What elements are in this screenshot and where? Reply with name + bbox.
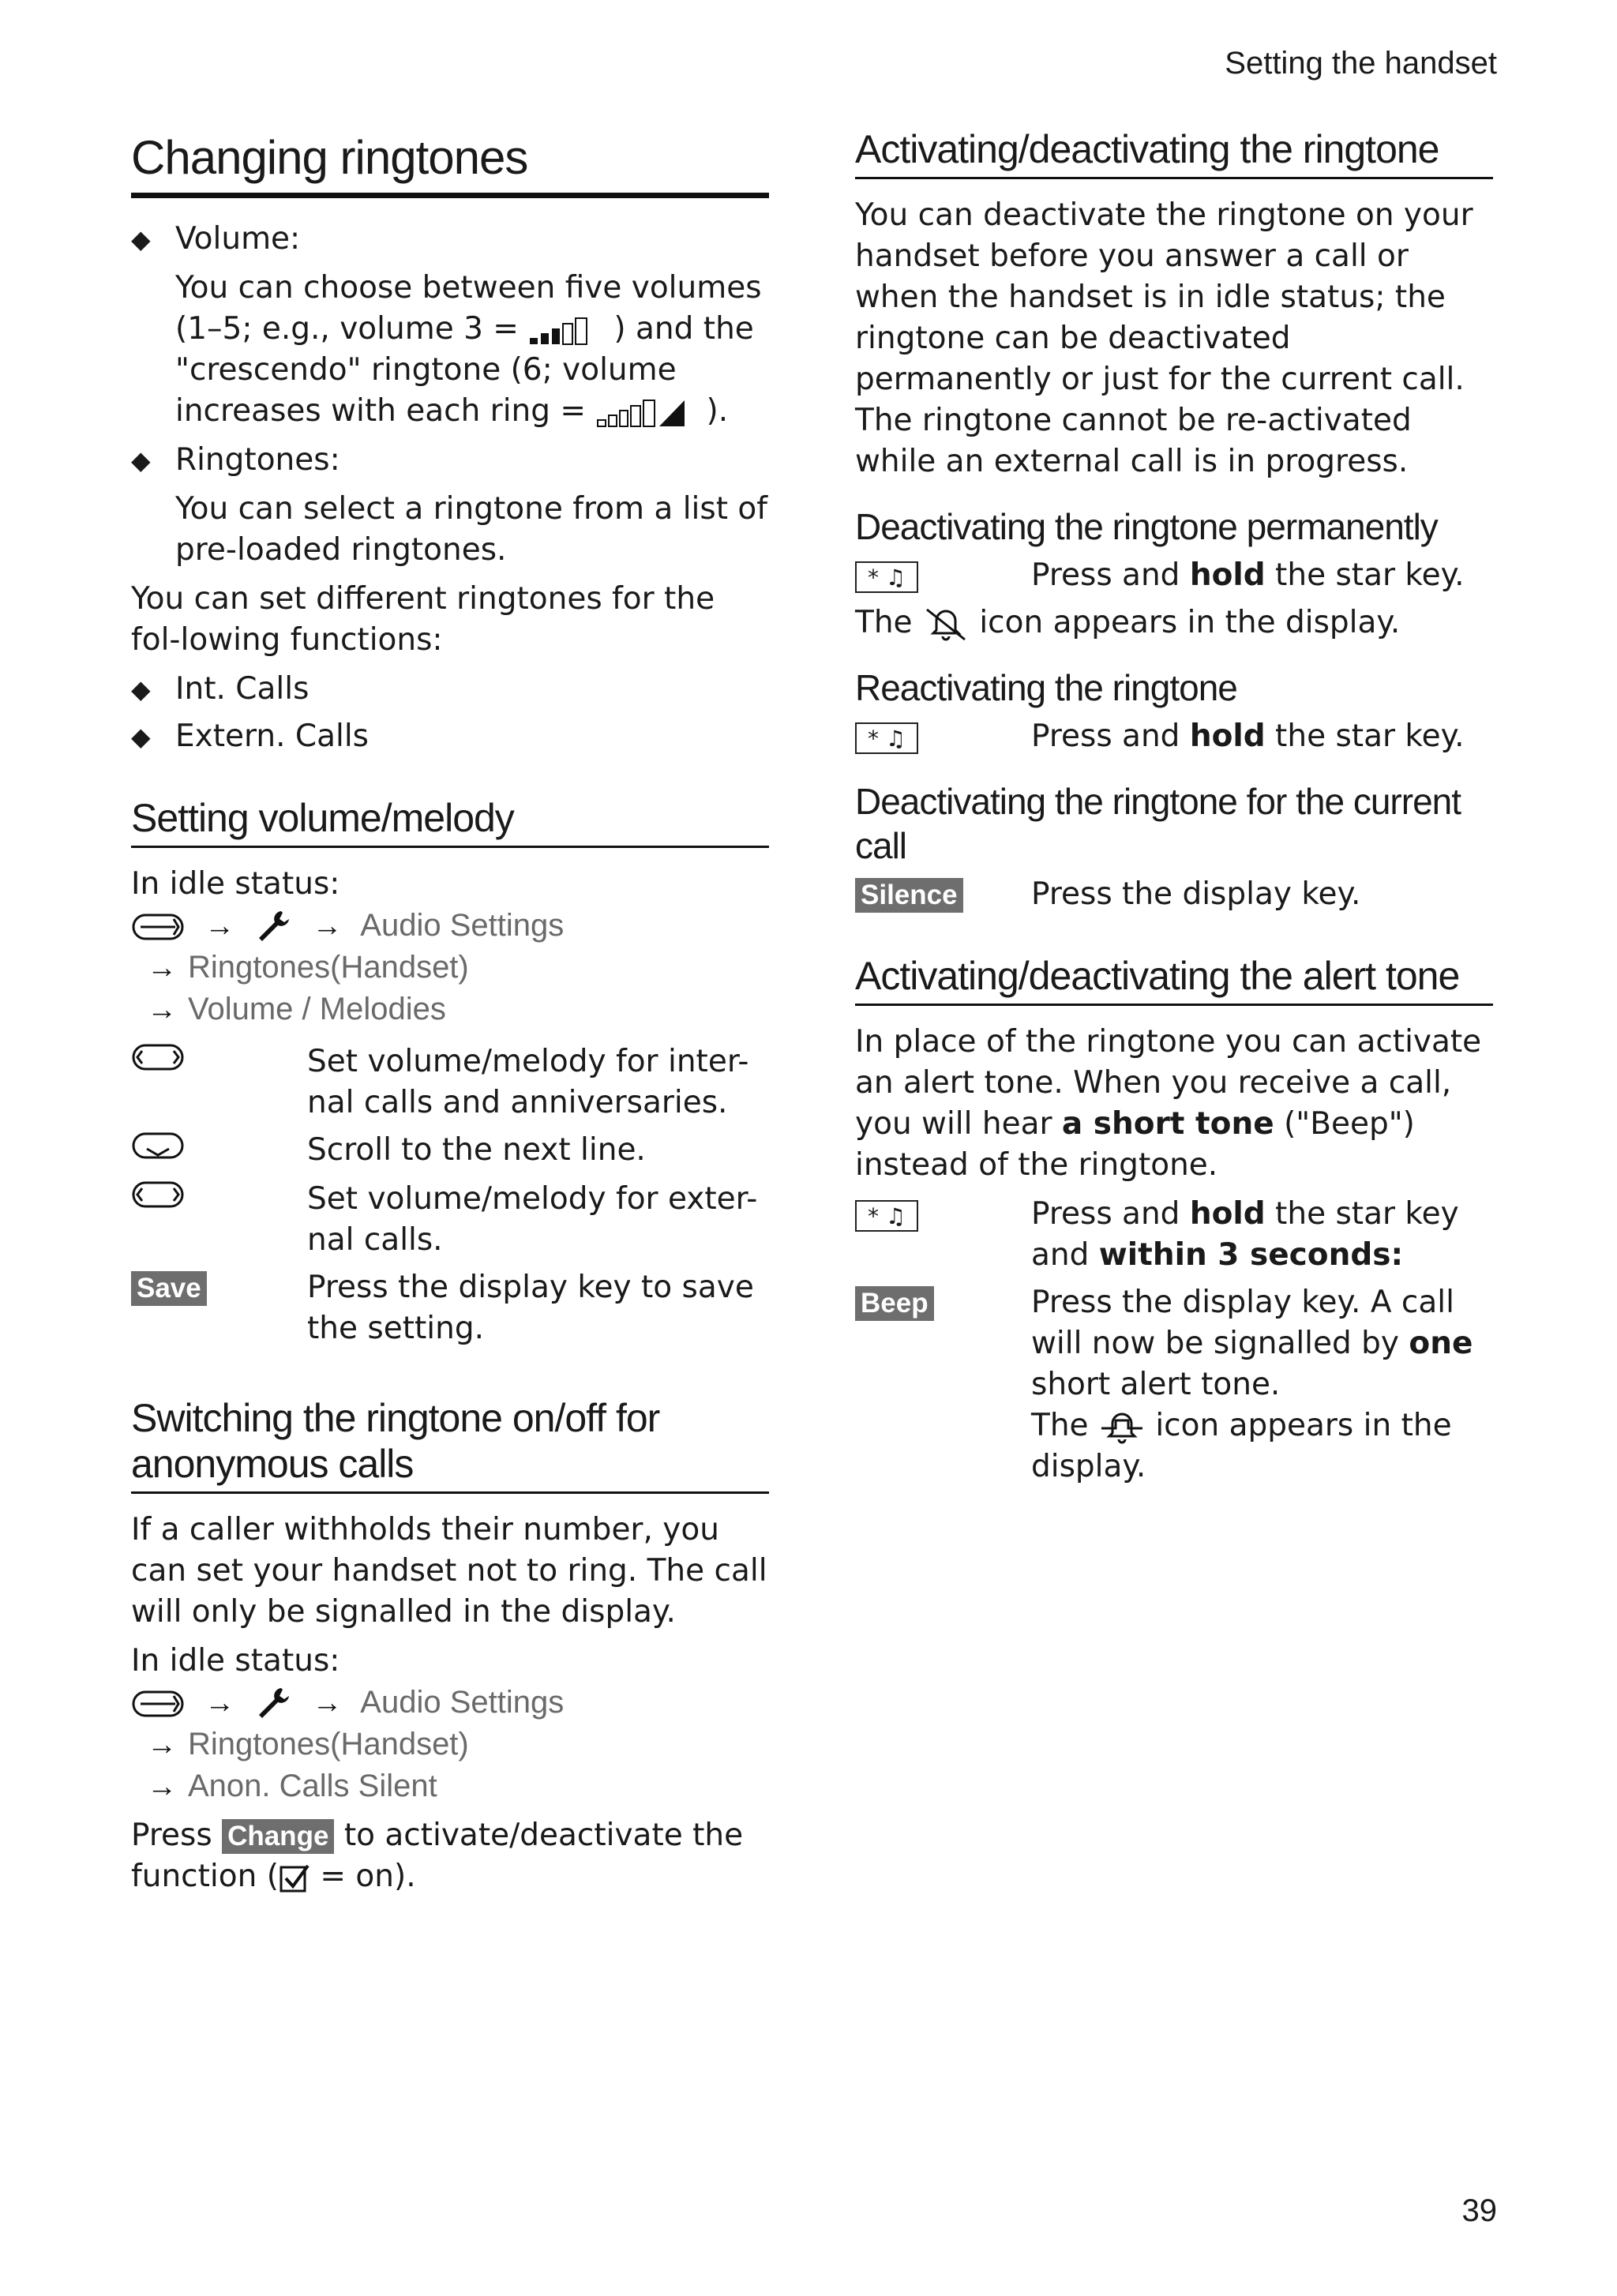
silence-softkey[interactable]: Silence	[855, 878, 963, 913]
menu-path-volume	[131, 905, 769, 947]
right-column	[855, 126, 1493, 1494]
instruction-text: Set volume/melody for exter-nal calls.	[307, 1181, 758, 1258]
instruction-text: Press the display key to save the setting.	[307, 1270, 754, 1346]
ringtones-description: You can select a ringtone from a list of pre-loaded ringtones.	[175, 491, 767, 568]
function-label: Extern. Calls	[175, 718, 369, 754]
change-text-end: = on).	[310, 1859, 416, 1894]
press-text: Press	[131, 1818, 212, 1853]
volume-description	[131, 268, 769, 432]
arrow-icon: →	[147, 993, 177, 1026]
instruction-row	[855, 1282, 1493, 1488]
list-item-volume	[131, 219, 769, 260]
diamond-bullet-icon: ◆	[131, 445, 151, 475]
menu-path-anonymous	[131, 1682, 769, 1724]
star-key-icon[interactable]: * ♫	[855, 1200, 918, 1232]
diamond-bullet-icon: ◆	[131, 722, 151, 752]
section-heading-activate: Activating/deactivating the ringtone	[855, 126, 1493, 179]
arrow-icon: →	[147, 1770, 177, 1803]
volume-text-c: ).	[706, 393, 729, 429]
nav-key-icon	[131, 1688, 185, 1720]
instruction-text: Press and hold the star key.	[1031, 718, 1465, 754]
menu-path-line	[131, 947, 769, 989]
instruction-row	[855, 1194, 1493, 1276]
page-title: Changing ringtones	[131, 126, 769, 198]
instruction-text: Set volume/melody for inter-nal calls and anniversaries.	[307, 1044, 749, 1120]
menu-item[interactable]: Audio Settings	[360, 908, 565, 943]
page-number: 39	[1461, 2193, 1497, 2228]
anonymous-description: If a caller withholds their number, you can set your handset not to ring. The call will only be signalled in the display.	[131, 1512, 767, 1630]
list-item-function	[131, 669, 769, 710]
arrow-icon: →	[147, 1728, 177, 1761]
arrow-icon: →	[204, 910, 235, 943]
ringer-off-icon	[922, 606, 970, 643]
star-key-icon[interactable]: * ♫	[855, 561, 918, 593]
instruction-text: Press the display key.	[1031, 876, 1361, 912]
instruction-row	[855, 716, 1493, 757]
diamond-bullet-icon: ◆	[131, 674, 151, 704]
ringer-off-note: The icon appears in the display.	[855, 602, 1493, 643]
star-key-icon[interactable]: * ♫	[855, 722, 918, 754]
instruction-row	[131, 1041, 769, 1124]
volume-text-b: ) and the "crescendo" ringtone (6; volume increases with each ring =	[175, 311, 754, 429]
nav-key-icon	[131, 911, 185, 943]
nav-key-down-icon[interactable]	[131, 1130, 185, 1161]
checked-box-icon	[279, 1863, 310, 1894]
section-heading-alert: Activating/deactivating the alert tone	[855, 953, 1493, 1006]
ringtones-label: Ringtones:	[175, 442, 340, 478]
instruction-row	[131, 1130, 769, 1172]
subheading-current-call: Deactivating the ringtone for the current call	[855, 781, 1461, 866]
beep-icon	[1098, 1409, 1146, 1446]
arrow-icon: →	[312, 1686, 343, 1720]
menu-item[interactable]: Audio Settings	[360, 1685, 565, 1720]
idle-status-label: In idle status:	[131, 866, 340, 902]
change-instruction	[131, 1815, 769, 1897]
volume-text-a: You can choose between five volumes (1–5; e.g., volume 3 =	[175, 270, 762, 347]
arrow-icon: →	[312, 910, 343, 943]
section-heading-anonymous: Switching the ringtone on/off for anonymous calls	[131, 1395, 769, 1494]
instruction-row	[855, 874, 1493, 915]
instruction-text: Scroll to the next line.	[307, 1132, 646, 1168]
nav-key-left-right-icon[interactable]	[131, 1179, 185, 1210]
function-label: Int. Calls	[175, 671, 310, 707]
list-item-function	[131, 716, 769, 757]
running-header: Setting the handset	[1225, 46, 1497, 81]
arrow-icon: →	[147, 951, 177, 985]
beep-softkey[interactable]: Beep	[855, 1286, 934, 1321]
volume-label: Volume:	[175, 221, 301, 257]
instruction-text: Press and hold the star key.	[1031, 557, 1465, 593]
menu-path-line	[131, 1765, 769, 1807]
instruction-row	[131, 1267, 769, 1349]
functions-intro: You can set different ringtones for the fol-lowing functions:	[131, 581, 715, 658]
instruction-text: Press the display key. A call will now be signalled by one short alert tone. The icon appears in the display.	[1031, 1285, 1473, 1484]
arrow-icon: →	[204, 1686, 235, 1720]
menu-item[interactable]: Ringtones(Handset)	[188, 1727, 469, 1761]
diamond-bullet-icon: ◆	[131, 224, 151, 254]
save-softkey[interactable]: Save	[131, 1271, 207, 1306]
idle-status-label: In idle status:	[131, 1643, 340, 1679]
instruction-row	[131, 1179, 769, 1261]
wrench-icon	[254, 1685, 292, 1723]
alert-description: In place of the ringtone you can activate an alert tone. When you receive a call, you will hear a short tone ("Beep") instead of the ringtone.	[855, 1024, 1482, 1183]
change-softkey[interactable]: Change	[222, 1819, 334, 1854]
volume-crescendo-icon	[596, 398, 707, 428]
change-text: to activate/deactivate the function (	[131, 1818, 744, 1894]
left-column	[131, 126, 769, 1905]
subheading-permanent: Deactivating the ringtone permanently	[855, 506, 1438, 547]
nav-key-left-right-icon[interactable]	[131, 1041, 185, 1073]
volume-level-3-icon	[528, 316, 613, 346]
menu-item[interactable]: Volume / Melodies	[188, 992, 446, 1026]
list-item-ringtones	[131, 440, 769, 481]
section-heading-volume: Setting volume/melody	[131, 795, 769, 848]
subheading-reactivate: Reactivating the ringtone	[855, 667, 1237, 708]
wrench-icon	[254, 908, 292, 946]
menu-path-line	[131, 1724, 769, 1765]
instruction-text: Press and hold the star key and within 3 seconds:	[1031, 1196, 1459, 1273]
menu-path-line	[131, 989, 769, 1030]
menu-item[interactable]: Ringtones(Handset)	[188, 950, 469, 985]
instruction-row	[855, 555, 1493, 596]
activate-description: You can deactivate the ringtone on your handset before you answer a call or when the handset is in idle status; the ringtone can be deactivated permanently or just for the current call. The ringtone cannot be re-activated while an external call is in progress.	[855, 197, 1473, 479]
menu-item[interactable]: Anon. Calls Silent	[188, 1769, 437, 1803]
